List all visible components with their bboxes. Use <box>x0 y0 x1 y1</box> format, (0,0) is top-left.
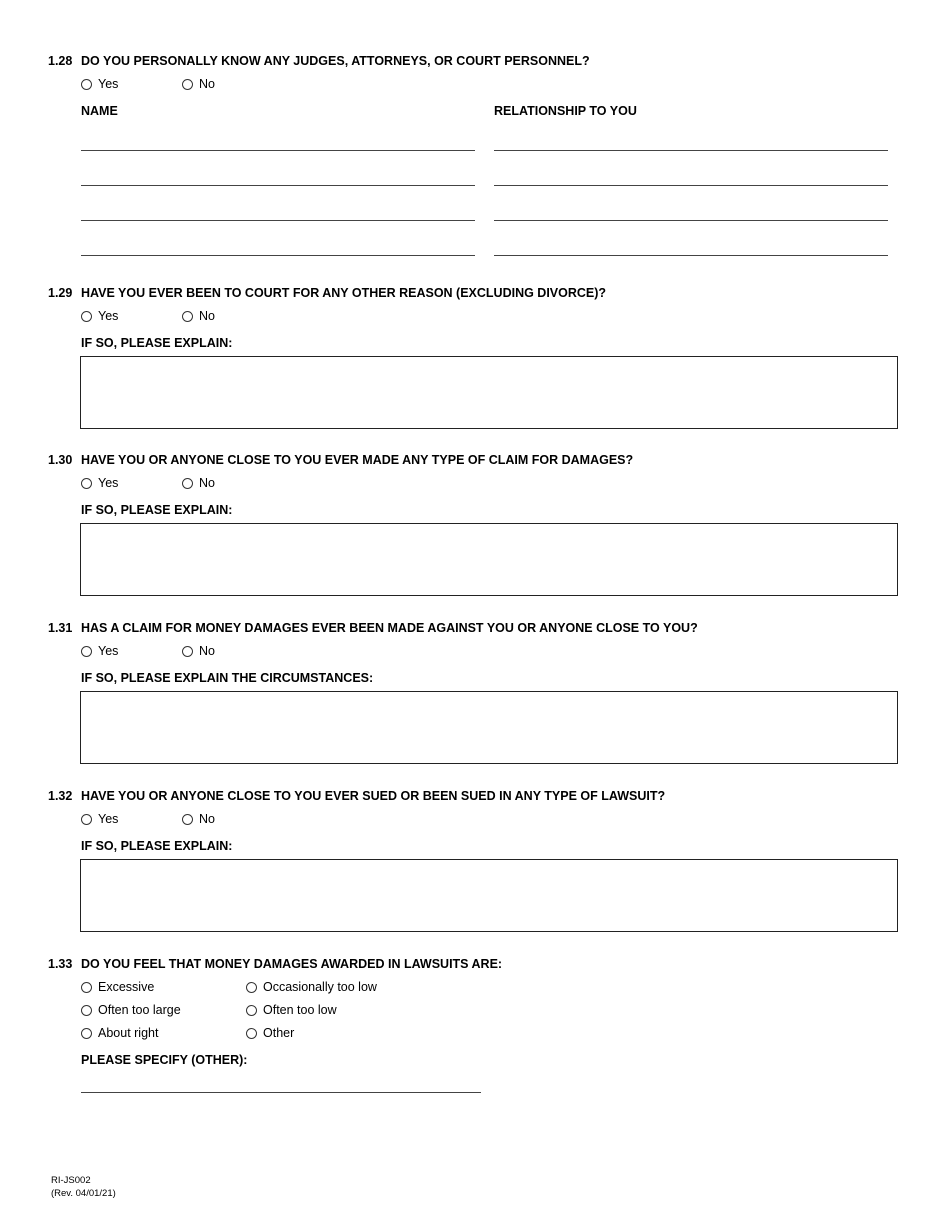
radio-label: Often too low <box>263 1003 337 1017</box>
name-field-2[interactable] <box>81 185 475 186</box>
question-text: HAVE YOU EVER BEEN TO COURT FOR ANY OTHER REASON (EXCLUDING DIVORCE)? <box>81 286 607 300</box>
name-field-4[interactable] <box>81 255 475 256</box>
name-field-1[interactable] <box>81 150 475 151</box>
relationship-column-header: RELATIONSHIP TO YOU <box>494 104 637 118</box>
radio-label: No <box>199 77 215 91</box>
question-text: HAS A CLAIM FOR MONEY DAMAGES EVER BEEN MADE AGAINST YOU OR ANYONE CLOSE TO YOU? <box>81 621 698 635</box>
radio-label: Other <box>263 1026 295 1040</box>
radio-label: Yes <box>98 812 119 826</box>
radio-circle-icon[interactable] <box>182 646 193 657</box>
radio-circle-icon[interactable] <box>81 814 92 825</box>
explain-textarea[interactable] <box>80 859 898 932</box>
explain-label: IF SO, PLEASE EXPLAIN THE CIRCUMSTANCES: <box>81 671 374 685</box>
radio-no[interactable] <box>182 77 215 91</box>
form-revision: (Rev. 04/01/21) <box>51 1188 116 1199</box>
specify-other-field[interactable] <box>81 1092 481 1093</box>
explain-label: IF SO, PLEASE EXPLAIN: <box>81 336 233 350</box>
relationship-field-4[interactable] <box>494 255 888 256</box>
radio-label: No <box>199 309 215 323</box>
relationship-field-1[interactable] <box>494 150 888 151</box>
explain-label: IF SO, PLEASE EXPLAIN: <box>81 503 233 517</box>
radio-yes[interactable] <box>81 644 118 658</box>
radio-label: No <box>199 476 215 490</box>
radio-circle-icon[interactable] <box>182 311 193 322</box>
radio-occasionally-too-low[interactable] <box>246 980 377 994</box>
radio-label: No <box>199 644 215 658</box>
specify-label: PLEASE SPECIFY (OTHER): <box>81 1053 248 1067</box>
radio-circle-icon[interactable] <box>81 478 92 489</box>
radio-circle-icon[interactable] <box>246 1005 257 1016</box>
radio-no[interactable] <box>182 812 215 826</box>
question-text: HAVE YOU OR ANYONE CLOSE TO YOU EVER MADE ANY TYPE OF CLAIM FOR DAMAGES? <box>81 453 634 467</box>
form-footer <box>51 1174 116 1200</box>
radio-circle-icon[interactable] <box>246 1028 257 1039</box>
name-column-header: NAME <box>81 104 118 118</box>
explain-label: IF SO, PLEASE EXPLAIN: <box>81 839 233 853</box>
radio-circle-icon[interactable] <box>182 478 193 489</box>
radio-often-too-large[interactable] <box>81 1003 181 1017</box>
question-text: HAVE YOU OR ANYONE CLOSE TO YOU EVER SUED OR BEEN SUED IN ANY TYPE OF LAWSUIT? <box>81 789 666 803</box>
radio-circle-icon[interactable] <box>81 1028 92 1039</box>
radio-label: Excessive <box>98 980 155 994</box>
radio-yes[interactable] <box>81 812 118 826</box>
explain-textarea[interactable] <box>80 356 898 429</box>
radio-circle-icon[interactable] <box>246 982 257 993</box>
radio-yes[interactable] <box>81 309 118 323</box>
radio-label: Yes <box>98 77 119 91</box>
explain-textarea[interactable] <box>80 691 898 764</box>
form-id: RI-JS002 <box>51 1175 91 1186</box>
question-number: 1.30 <box>48 453 73 467</box>
question-number: 1.31 <box>48 621 73 635</box>
explain-textarea[interactable] <box>80 523 898 596</box>
radio-label: No <box>199 812 215 826</box>
radio-circle-icon[interactable] <box>81 311 92 322</box>
radio-label: Occasionally too low <box>263 980 377 994</box>
question-text: DO YOU PERSONALLY KNOW ANY JUDGES, ATTORNEYS, OR COURT PERSONNEL? <box>81 54 590 68</box>
radio-label: Yes <box>98 476 119 490</box>
radio-about-right[interactable] <box>81 1026 158 1040</box>
radio-label: Yes <box>98 644 119 658</box>
question-number: 1.29 <box>48 286 73 300</box>
radio-label: Often too large <box>98 1003 181 1017</box>
question-number: 1.32 <box>48 789 73 803</box>
radio-excessive[interactable] <box>81 980 154 994</box>
radio-yes[interactable] <box>81 476 118 490</box>
question-number: 1.28 <box>48 54 73 68</box>
radio-no[interactable] <box>182 309 215 323</box>
radio-circle-icon[interactable] <box>81 79 92 90</box>
radio-often-too-low[interactable] <box>246 1003 337 1017</box>
radio-other[interactable] <box>246 1026 294 1040</box>
relationship-field-3[interactable] <box>494 220 888 221</box>
radio-label: Yes <box>98 309 119 323</box>
radio-circle-icon[interactable] <box>81 1005 92 1016</box>
radio-no[interactable] <box>182 644 215 658</box>
radio-no[interactable] <box>182 476 215 490</box>
radio-circle-icon[interactable] <box>182 79 193 90</box>
radio-circle-icon[interactable] <box>81 982 92 993</box>
relationship-field-2[interactable] <box>494 185 888 186</box>
radio-label: About right <box>98 1026 159 1040</box>
radio-circle-icon[interactable] <box>81 646 92 657</box>
radio-yes[interactable] <box>81 77 118 91</box>
name-field-3[interactable] <box>81 220 475 221</box>
question-text: DO YOU FEEL THAT MONEY DAMAGES AWARDED IN LAWSUITS ARE: <box>81 957 503 971</box>
question-number: 1.33 <box>48 957 73 971</box>
radio-circle-icon[interactable] <box>182 814 193 825</box>
